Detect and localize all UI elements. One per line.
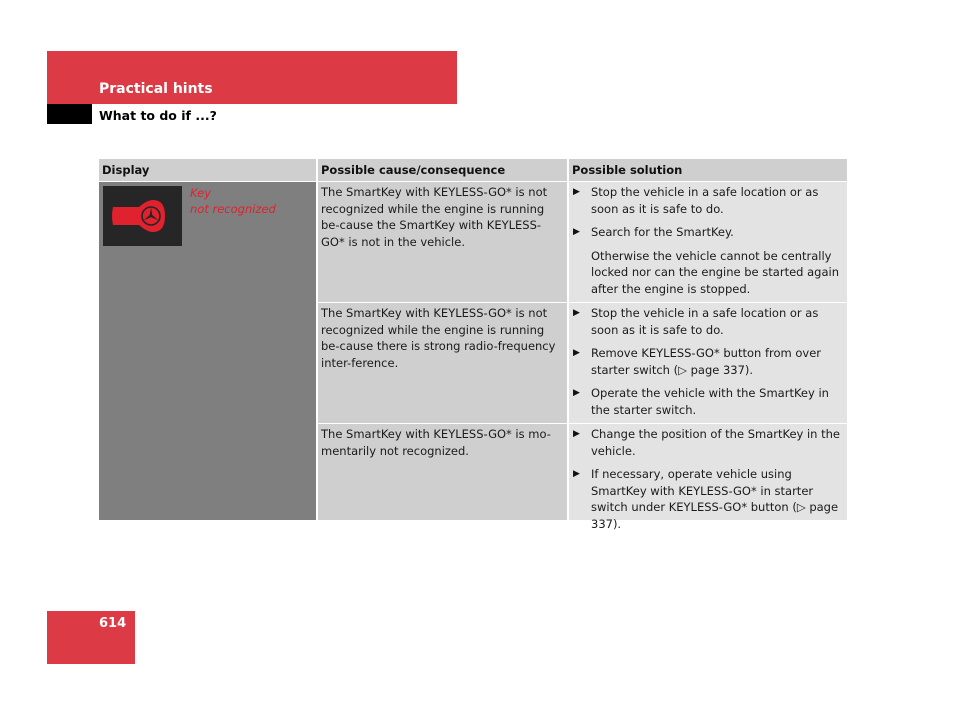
solution-item <box>573 305 843 338</box>
table-row <box>318 424 847 531</box>
solution-cell <box>569 303 847 423</box>
subsection-title: What to do if ...? <box>99 108 217 123</box>
bullet-arrow-icon: ▶ <box>573 429 580 439</box>
display-message-line2: not recognized <box>190 202 276 216</box>
solution-item <box>573 224 843 241</box>
bullet-arrow-icon: ▶ <box>573 308 580 318</box>
column-header-solution: Possible solution <box>569 159 847 181</box>
page-number: 614 <box>99 616 127 631</box>
solution-text: If necessary, operate vehicle using SmartKey with KEYLESS-GO* in starter switch under KEYLESS-GO* button (▷ page 337). <box>591 467 839 531</box>
cause-cell: The SmartKey with KEYLESS-GO* is not recognized while the engine is running be-cause the SmartKey with KEYLESS-GO* is not in the vehicle. <box>318 182 569 302</box>
section-marker <box>47 104 92 124</box>
table-row <box>318 182 847 303</box>
solution-text: Stop the vehicle in a safe location or as soon as it is safe to do. <box>591 185 819 216</box>
bullet-arrow-icon: ▶ <box>573 348 580 358</box>
solution-text: Remove KEYLESS-GO* button from over starter switch (▷ page 337). <box>591 346 822 377</box>
solution-text: Search for the SmartKey. <box>591 225 734 239</box>
column-header-cause: Possible cause/consequence <box>318 159 569 181</box>
bullet-arrow-icon: ▶ <box>573 469 580 479</box>
solution-cell <box>569 182 847 302</box>
bullet-arrow-icon: ▶ <box>573 187 580 197</box>
table-rows <box>318 182 847 531</box>
solution-text: Change the position of the SmartKey in the vehicle. <box>591 427 840 458</box>
display-message-line1: Key <box>190 186 212 200</box>
display-cell <box>99 182 318 520</box>
solution-note: Otherwise the vehicle cannot be centrally locked nor can the engine be started again after the engine is stopped. <box>591 248 839 296</box>
cause-cell: The SmartKey with KEYLESS-GO* is mo-mentarily not recognized. <box>318 424 569 520</box>
section-title: Practical hints <box>99 81 213 97</box>
red-key-mercedes-star-icon <box>103 186 182 246</box>
solution-item <box>573 426 843 459</box>
solution-item <box>573 385 843 418</box>
solution-item <box>573 466 843 532</box>
solution-text: Stop the vehicle in a safe location or as soon as it is safe to do. <box>591 306 819 337</box>
table-row <box>318 303 847 424</box>
troubleshooting-table <box>99 159 847 531</box>
bullet-arrow-icon: ▶ <box>573 388 580 398</box>
bullet-arrow-icon: ▶ <box>573 227 580 237</box>
display-message <box>190 185 276 217</box>
solution-text: Operate the vehicle with the SmartKey in the starter switch. <box>591 386 829 417</box>
cause-cell: The SmartKey with KEYLESS-GO* is not recognized while the engine is running be-cause there is strong radio-frequency inter-ference. <box>318 303 569 423</box>
table-header <box>99 159 847 181</box>
solution-item <box>573 345 843 378</box>
table-body <box>99 182 847 531</box>
column-header-display: Display <box>99 159 318 181</box>
solution-cell <box>569 424 847 531</box>
display-screen <box>103 186 182 246</box>
solution-item <box>573 184 843 217</box>
